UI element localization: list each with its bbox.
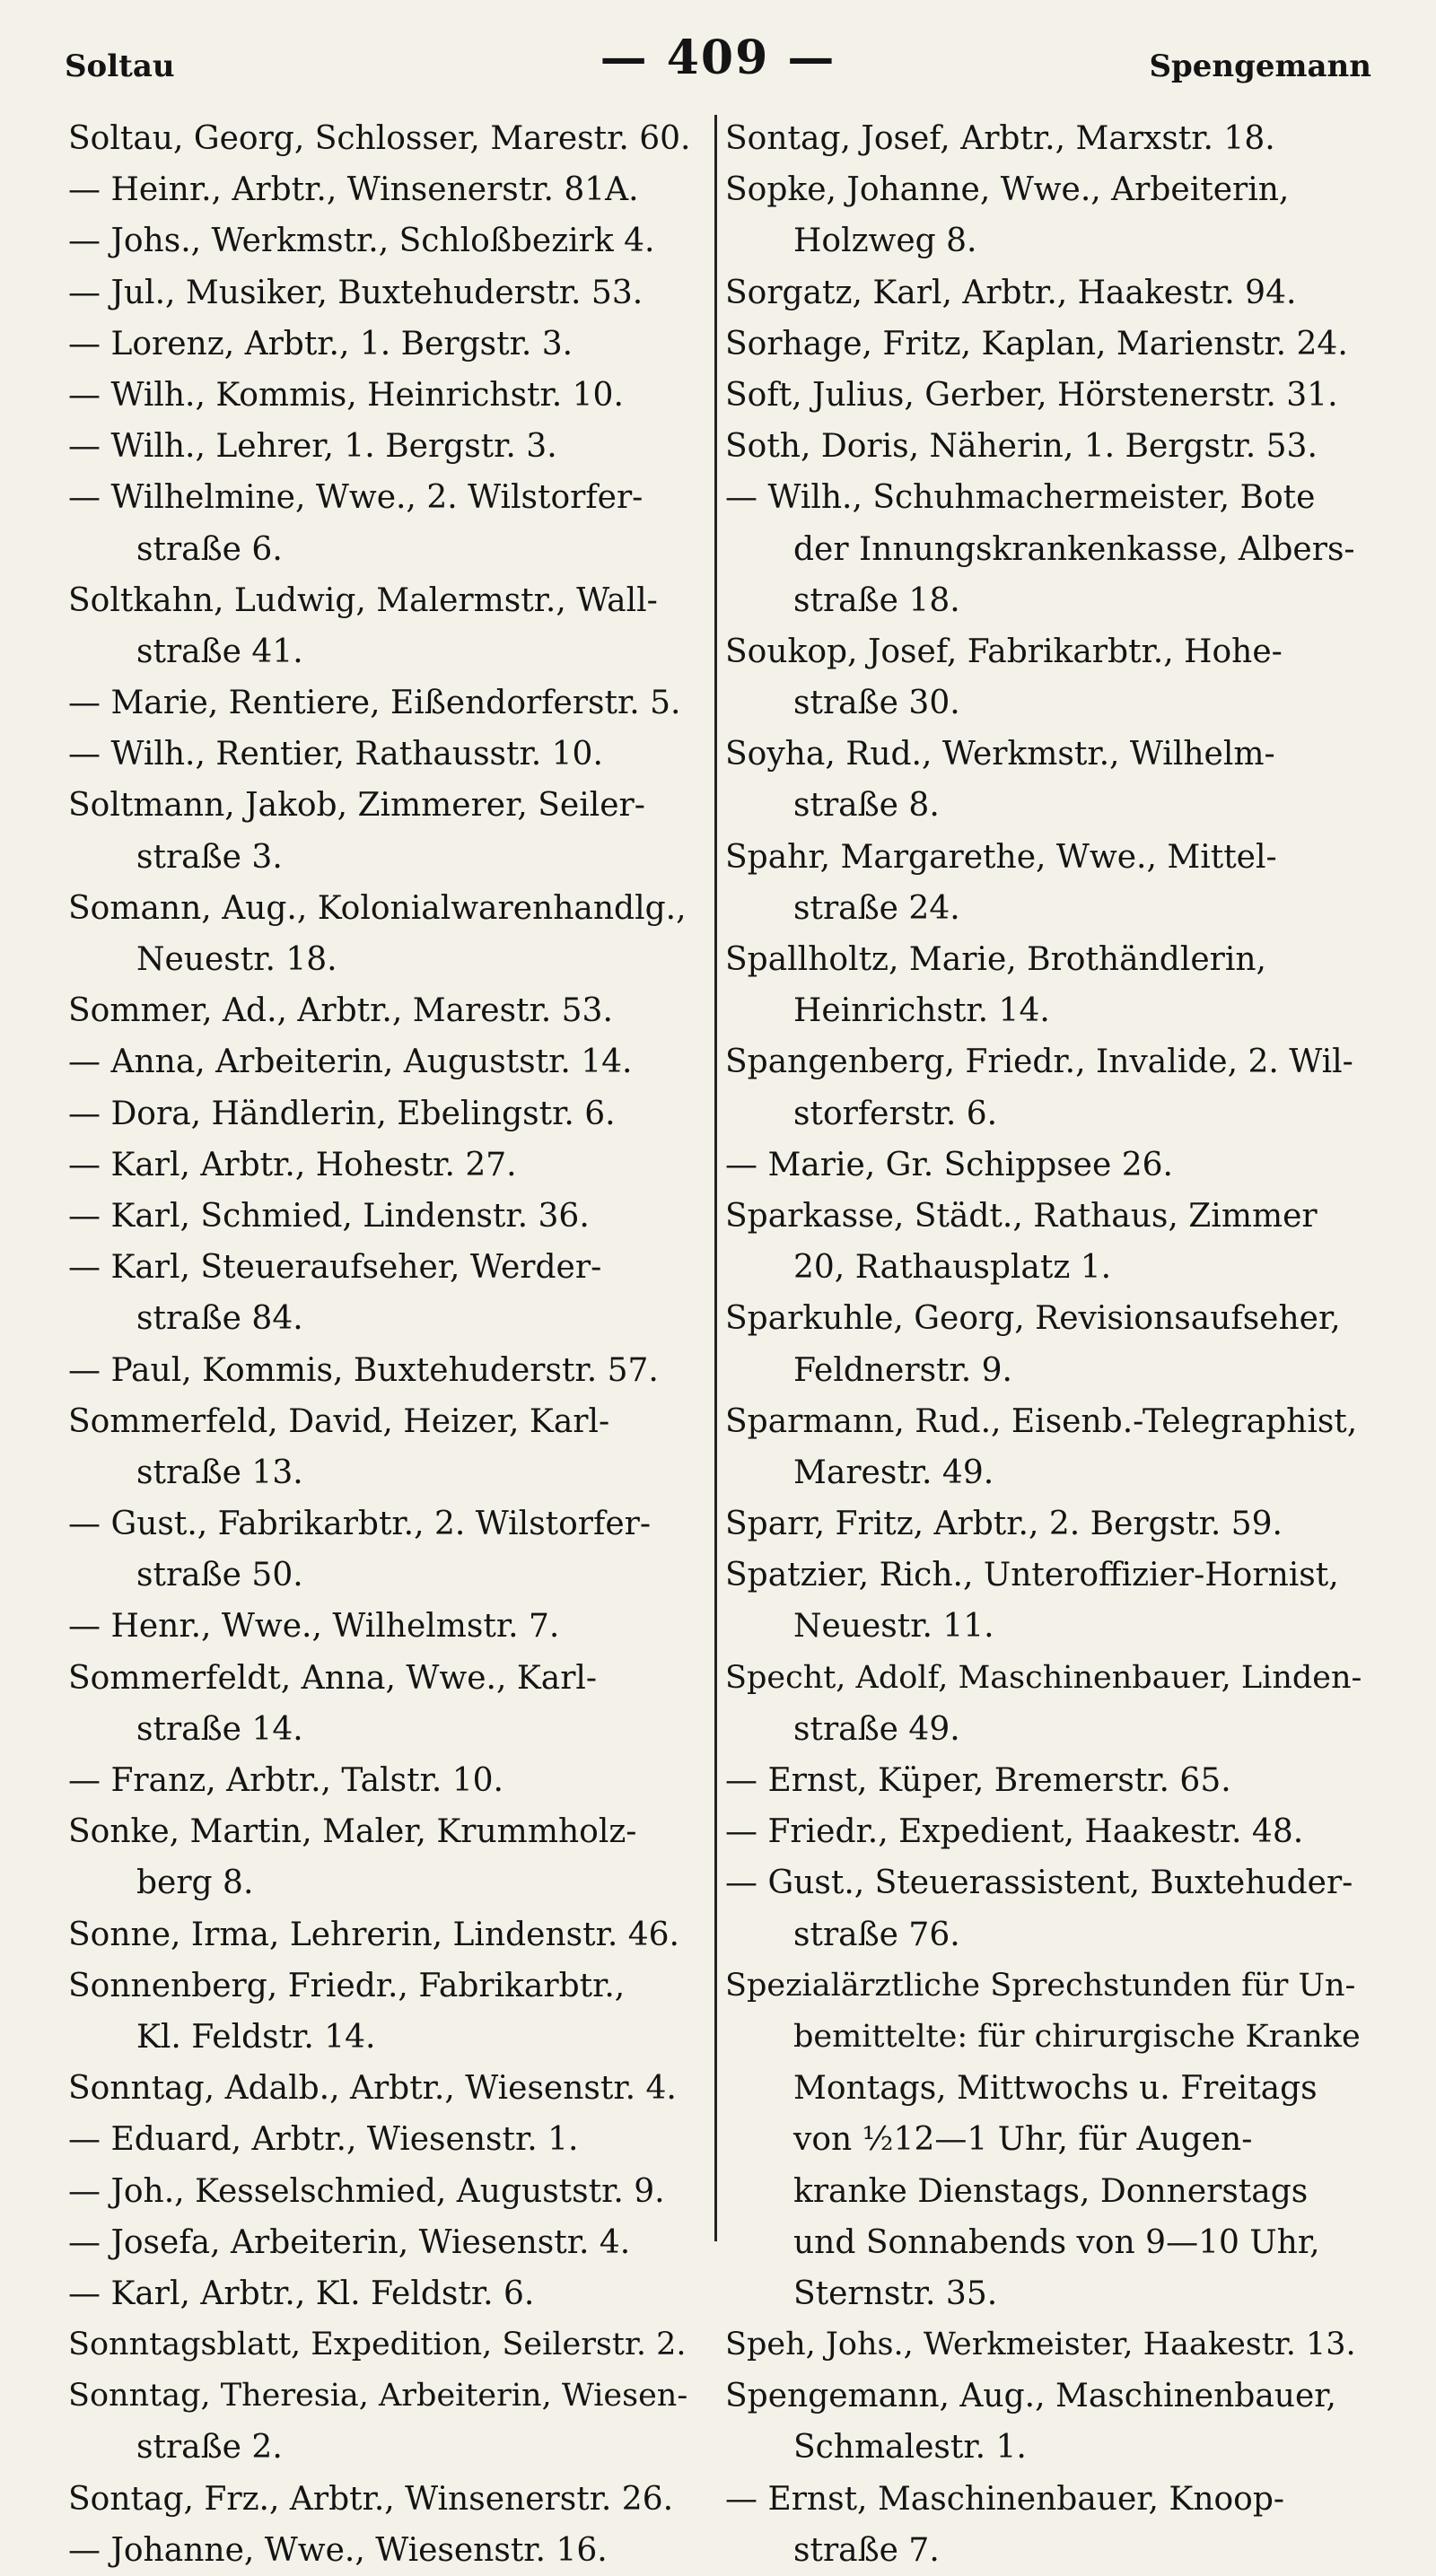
directory-line: Soltmann, Jakob, Zimmerer, Seiler- xyxy=(68,787,645,825)
directory-line: kranke Dienstags, Donnerstags xyxy=(793,2172,1309,2210)
directory-line: — Marie, Rentiere, Eißendorferstr. 5. xyxy=(68,685,681,722)
directory-line: — Anna, Arbeiterin, Auguststr. 14. xyxy=(68,1043,633,1081)
directory-line: berg 8. xyxy=(136,1864,254,1902)
directory-line: — Karl, Schmied, Lindenstr. 36. xyxy=(68,1197,590,1235)
page-number: — 409 — xyxy=(600,31,836,85)
directory-line: straße 8. xyxy=(793,787,940,825)
directory-line: straße 7. xyxy=(793,2531,940,2569)
directory-line: — Wilh., Schuhmachermeister, Bote xyxy=(725,479,1316,517)
directory-line: Sonne, Irma, Lehrerin, Lindenstr. 46. xyxy=(68,1916,679,1953)
directory-line: Soltau, Georg, Schlosser, Marestr. 60. xyxy=(68,120,691,157)
directory-line: — Karl, Arbtr., Hohestr. 27. xyxy=(68,1146,517,1183)
directory-line: Sonnenberg, Friedr., Fabrikarbtr., xyxy=(68,1967,626,2004)
directory-line: Soft, Julius, Gerber, Hörstenerstr. 31. xyxy=(725,376,1338,414)
directory-line: straße 50. xyxy=(136,1557,303,1594)
directory-line: Montags, Mittwochs u. Freitags xyxy=(793,2070,1318,2108)
directory-line: Spengemann, Aug., Maschinenbauer, xyxy=(725,2378,1336,2415)
directory-line: Sontag, Josef, Arbtr., Marxstr. 18. xyxy=(725,120,1275,157)
directory-line: Sommerfeldt, Anna, Wwe., Karl- xyxy=(68,1659,598,1697)
directory-line: Sonntag, Theresia, Arbeiterin, Wiesen- xyxy=(68,2378,688,2414)
directory-line: straße 6. xyxy=(136,530,283,568)
directory-line: Holzweg 8. xyxy=(793,223,977,260)
directory-line: Schmalestr. 1. xyxy=(793,2429,1027,2467)
directory-line: Feldnerstr. 9. xyxy=(793,1351,1013,1389)
directory-line: Speh, Johs., Werkmeister, Haakestr. 13. xyxy=(725,2327,1356,2363)
directory-line: — Wilh., Kommis, Heinrichstr. 10. xyxy=(68,376,624,414)
directory-line: von ½12—1 Uhr, für Augen- xyxy=(793,2121,1253,2159)
directory-line: Sorhage, Fritz, Kaplan, Marienstr. 24. xyxy=(725,325,1348,362)
directory-line: — Paul, Kommis, Buxtehuderstr. 57. xyxy=(68,1351,659,1389)
directory-line: — Joh., Kesselschmied, Auguststr. 9. xyxy=(68,2172,665,2210)
directory-line: Sparmann, Rud., Eisenb.-Telegraphist, xyxy=(725,1402,1358,1440)
directory-line: — Johs., Werkmstr., Schloßbezirk 4. xyxy=(68,223,655,260)
directory-line: — Marie, Gr. Schippsee 26. xyxy=(725,1146,1173,1183)
directory-line: — Johanne, Wwe., Wiesenstr. 16. xyxy=(68,2531,608,2569)
directory-line: Somann, Aug., Kolonialwarenhandlg., xyxy=(68,889,687,927)
directory-line: straße 13. xyxy=(136,1454,303,1491)
directory-line: — Henr., Wwe., Wilhelmstr. 7. xyxy=(68,1608,560,1646)
directory-line: — Jul., Musiker, Buxtehuderstr. 53. xyxy=(68,274,644,311)
directory-line: Sontag, Frz., Arbtr., Winsenerstr. 26. xyxy=(68,2480,674,2518)
directory-line: Sorgatz, Karl, Arbtr., Haakestr. 94. xyxy=(725,274,1297,311)
directory-line: Neuestr. 11. xyxy=(793,1608,994,1646)
directory-line: Spezialärztliche Sprechstunden für Un- xyxy=(725,1967,1356,2004)
directory-line: — Lorenz, Arbtr., 1. Bergstr. 3. xyxy=(68,325,574,362)
directory-line: straße 41. xyxy=(136,633,303,670)
directory-line: — Ernst, Maschinenbauer, Knoop- xyxy=(725,2480,1285,2518)
directory-line: Sonke, Martin, Maler, Krummholz- xyxy=(68,1813,637,1851)
directory-line: der Innungskrankenkasse, Albers- xyxy=(793,530,1355,568)
directory-line: — Wilhelmine, Wwe., 2. Wilstorfer- xyxy=(68,479,644,517)
directory-line: straße 30. xyxy=(793,685,960,722)
directory-line: Sparkasse, Städt., Rathaus, Zimmer xyxy=(725,1197,1318,1235)
directory-line: Soukop, Josef, Fabrikarbtr., Hohe- xyxy=(725,633,1283,670)
directory-line: Spatzier, Rich., Unteroffizier-Hornist, xyxy=(725,1557,1339,1594)
directory-line: — Ernst, Küper, Bremerstr. 65. xyxy=(725,1762,1231,1799)
directory-line: Soth, Doris, Näherin, 1. Bergstr. 53. xyxy=(725,428,1318,466)
directory-line: straße 18. xyxy=(793,581,960,619)
directory-line: — Franz, Arbtr., Talstr. 10. xyxy=(68,1762,503,1799)
directory-line: straße 14. xyxy=(136,1710,303,1748)
directory-line: — Dora, Händlerin, Ebelingstr. 6. xyxy=(68,1095,616,1132)
directory-line: Kl. Feldstr. 14. xyxy=(136,2018,376,2056)
directory-line: storferstr. 6. xyxy=(793,1095,998,1132)
directory-line: — Josefa, Arbeiterin, Wiesenstr. 4. xyxy=(68,2223,631,2261)
directory-line: — Karl, Arbtr., Kl. Feldstr. 6. xyxy=(68,2275,535,2312)
directory-line: Sommerfeld, David, Heizer, Karl- xyxy=(68,1402,610,1440)
directory-line: straße 2. xyxy=(136,2429,283,2467)
directory-line: — Gust., Fabrikarbtr., 2. Wilstorfer- xyxy=(68,1506,652,1543)
directory-line: Specht, Adolf, Maschinenbauer, Linden- xyxy=(725,1659,1362,1696)
directory-line: Sparkuhle, Georg, Revisionsaufseher, xyxy=(725,1300,1341,1338)
directory-line: bemittelte: für chirurgische Kranke xyxy=(793,2018,1361,2055)
directory-line: Marestr. 49. xyxy=(793,1454,994,1491)
directory-line: Sommer, Ad., Arbtr., Marestr. 53. xyxy=(68,992,613,1030)
directory-line: Sonntag, Adalb., Arbtr., Wiesenstr. 4. xyxy=(68,2070,677,2108)
page-header xyxy=(65,25,1371,88)
directory-line: 20, Rathausplatz 1. xyxy=(793,1249,1112,1287)
directory-line: — Heinr., Arbtr., Winsenerstr. 81A. xyxy=(68,171,639,209)
directory-line: Sopke, Johanne, Wwe., Arbeiterin, xyxy=(725,171,1290,209)
directory-line: Spallholtz, Marie, Brothändlerin, xyxy=(725,941,1266,978)
directory-line: Neuestr. 18. xyxy=(136,941,337,978)
directory-line: Sparr, Fritz, Arbtr., 2. Bergstr. 59. xyxy=(725,1506,1283,1543)
directory-line: straße 3. xyxy=(136,838,283,876)
directory-line: — Friedr., Expedient, Haakestr. 48. xyxy=(725,1813,1304,1851)
directory-line: — Eduard, Arbtr., Wiesenstr. 1. xyxy=(68,2121,579,2159)
directory-line: Spangenberg, Friedr., Invalide, 2. Wil- xyxy=(725,1043,1353,1081)
header-last-entry: Spengemann xyxy=(1149,48,1371,84)
directory-line: straße 49. xyxy=(793,1710,960,1748)
directory-line: und Sonnabends von 9—10 Uhr, xyxy=(793,2223,1320,2261)
directory-line: straße 76. xyxy=(793,1916,960,1953)
header-first-entry: Soltau xyxy=(65,48,175,84)
directory-line: Soltkahn, Ludwig, Malermstr., Wall- xyxy=(68,581,658,619)
directory-line: straße 24. xyxy=(793,889,960,927)
right-column xyxy=(725,113,1364,2576)
directory-line: Sternstr. 35. xyxy=(793,2275,998,2312)
directory-line: — Gust., Steuerassistent, Buxtehuder- xyxy=(725,1864,1353,1902)
directory-line: Sonntagsblatt, Expedition, Seilerstr. 2. xyxy=(68,2327,687,2363)
left-column xyxy=(68,113,696,2576)
directory-line: — Wilh., Lehrer, 1. Bergstr. 3. xyxy=(68,428,557,466)
directory-line: — Wilh., Rentier, Rathausstr. 10. xyxy=(68,736,603,773)
directory-line: Soyha, Rud., Werkmstr., Wilhelm- xyxy=(725,736,1275,773)
directory-line: straße 84. xyxy=(136,1300,303,1338)
directory-line: Spahr, Margarethe, Wwe., Mittel- xyxy=(725,838,1277,876)
directory-line: — Karl, Steueraufseher, Werder- xyxy=(68,1249,602,1287)
column-divider xyxy=(714,115,717,2241)
directory-line: Heinrichstr. 14. xyxy=(793,992,1050,1030)
